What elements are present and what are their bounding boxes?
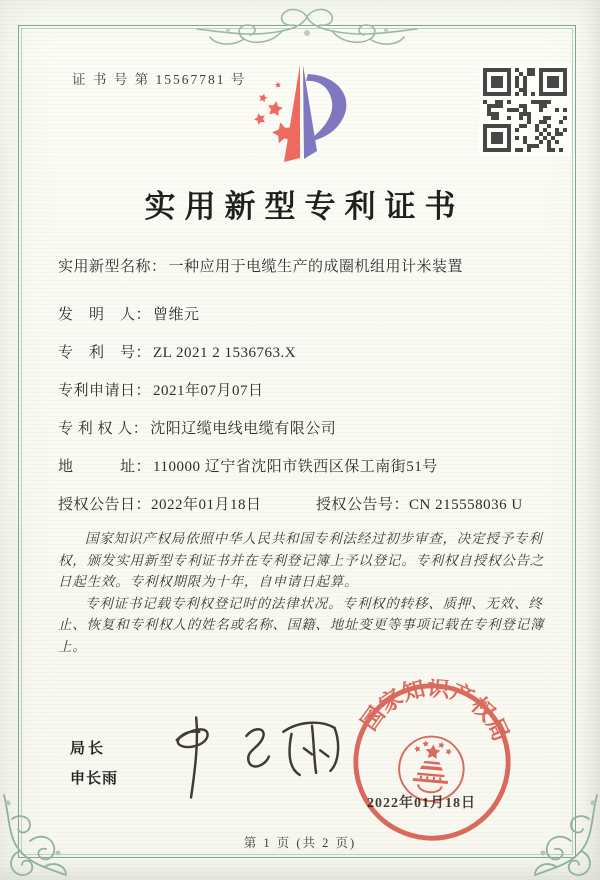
field-value: 2021年07月07日 <box>153 383 264 399</box>
field-label: 专 利 号： <box>58 345 152 361</box>
field-value: 110000 辽宁省沈阳市铁西区保工南街51号 <box>153 459 438 475</box>
field-row-patent-no <box>58 342 550 364</box>
director-name: 申长雨 <box>70 771 119 787</box>
legal-paragraph-2: 专利证书记载专利权登记时的法律状况。专利权的转移、质押、无效、终止、恢复和专利权人的姓名或名称、国籍、地址变更等事项记载在专利登记簿上。 <box>58 595 545 654</box>
field-label: 专 利 权 人： <box>58 421 149 437</box>
field-value: CN 215558036 U <box>409 497 523 513</box>
field-label: 授权公告号： <box>316 497 410 513</box>
field-label: 地 址： <box>58 459 152 475</box>
field-row-name <box>58 256 550 278</box>
page-number: 第 1 页 (共 2 页) <box>243 836 357 850</box>
field-row-inventor <box>58 304 550 326</box>
grant-number <box>316 494 523 516</box>
field-value: 2022年01月18日 <box>151 497 262 513</box>
field-value: 一种应用于电缆生产的成圈机组用计米装置 <box>168 259 464 275</box>
qr-code <box>479 64 571 156</box>
field-value: 曾维元 <box>153 307 200 323</box>
field-label: 授权公告日： <box>58 497 152 513</box>
certificate-title: 实用新型专利证书 <box>144 189 465 224</box>
seal-ring-text: 国家知识产权局 <box>356 675 514 746</box>
field-row-address <box>58 456 550 478</box>
flourish-top-icon <box>192 3 422 53</box>
field-row-filing-date <box>58 380 550 402</box>
director-signature-icon <box>148 708 353 808</box>
official-seal-icon <box>342 672 522 852</box>
grant-date <box>58 494 316 516</box>
field-label: 实用新型名称： <box>58 259 167 275</box>
seal-date: 2022年01月18日 <box>367 796 476 811</box>
field-value: ZL 2021 2 1536763.X <box>153 345 297 361</box>
certificate-number: 证 书 号 第 15567781 号 <box>72 72 247 87</box>
director-title: 局长 <box>70 741 107 757</box>
cnipa-logo-icon <box>238 58 368 172</box>
field-label: 发 明 人： <box>58 307 152 323</box>
field-list <box>58 256 550 516</box>
field-row-patentee <box>58 418 550 440</box>
legal-text <box>58 528 548 657</box>
legal-paragraph-1: 国家知识产权局依照中华人民共和国专利法经过初步审查，决定授予专利权，颁发实用新型专利证书并在专利登记簿上予以登记。专利权自授权公告之日起生效。专利权期限为十年，自申请日起算。 <box>58 531 545 589</box>
field-label: 专利申请日： <box>58 383 152 399</box>
field-row-grant <box>58 494 550 516</box>
field-value: 沈阳辽缆电线电缆有限公司 <box>150 421 337 437</box>
